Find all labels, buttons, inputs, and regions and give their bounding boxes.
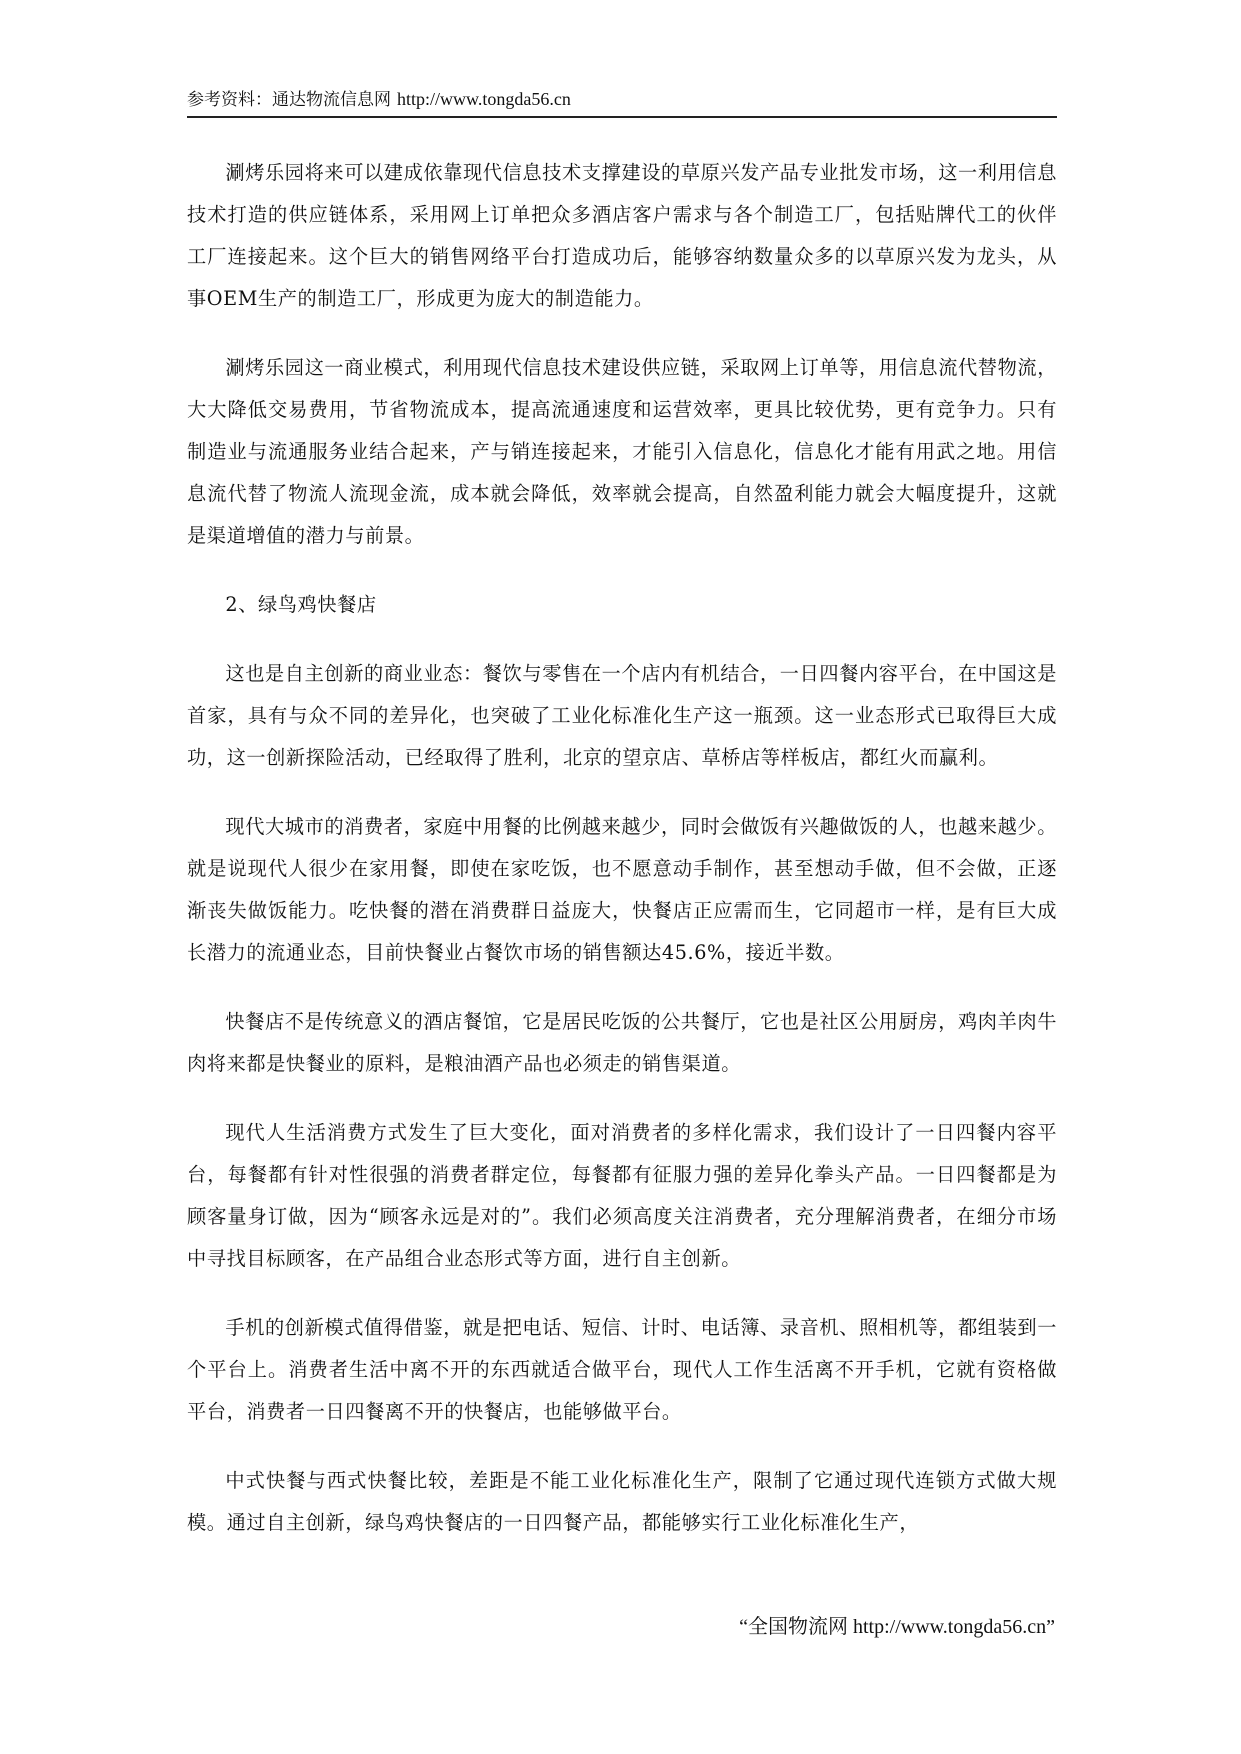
section-heading: 2、绿鸟鸡快餐店 [225,593,377,616]
paragraph: 这也是自主创新的商业业态：餐饮与零售在一个店内有机结合，一日四餐内容平台，在中国这是首家，具有与众不同的差异化，也突破了工业化标准化生产这一瓶颈。这一业态形式已取得巨大成功，这一创新探险活动，已经取得了胜利，北京的望京店、草桥店等样板店，都红火而赢利。 [187,662,1057,769]
header-url[interactable]: http://www.tongda56.cn [397,89,571,109]
header-label: 参考资料：通达物流信息网 [187,90,391,110]
paragraph: 快餐店不是传统意义的酒店餐馆，它是居民吃饭的公共餐厅，它也是社区公用厨房，鸡肉羊肉牛肉将来都是快餐业的原料，是粮油酒产品也必须走的销售渠道。 [187,1010,1057,1075]
paragraph: 涮烤乐园这一商业模式，利用现代信息技术建设供应链，采取网上订单等，用信息流代替物流，大大降低交易费用，节省物流成本，提高流通速度和运营效率，更具比较优势，更有竞争力。只有制造业与流通服务业结合起来，产与销连接起来，才能引入信息化，信息化才能有用武之地。用信息流代替了物流人流现金流，成本就会降低，效率就会提高，自然盈利能力就会大幅度提升，这就是渠道增值的潜力与前景。 [187,356,1057,547]
paragraph: 现代人生活消费方式发生了巨大变化，面对消费者的多样化需求，我们设计了一日四餐内容平台，每餐都有针对性很强的消费者群定位，每餐都有征服力强的差异化拳头产品。一日四餐都是为顾客量身订做，因为“顾客永远是对的”。我们必须高度关注消费者，充分理解消费者，在细分市场中寻找目标顾客，在产品组合业态形式等方面，进行自主创新。 [187,1121,1057,1270]
paragraph: 中式快餐与西式快餐比较，差距是不能工业化标准化生产，限制了它通过现代连锁方式做大规模。通过自主创新，绿鸟鸡快餐店的一日四餐产品，都能够实行工业化标准化生产， [187,1469,1057,1534]
paragraph: 手机的创新模式值得借鉴，就是把电话、短信、计时、电话簿、录音机、照相机等，都组装到一个平台上。消费者生活中离不开的东西就适合做平台，现代人工作生活离不开手机，它就有资格做平台，消费者一日四餐离不开的快餐店，也能够做平台。 [187,1316,1057,1423]
page-footer: “全国物流网 http://www.tongda56.cn” [739,1616,1055,1638]
page-header [187,86,1057,118]
paragraph: 涮烤乐园将来可以建成依靠现代信息技术支撑建设的草原兴发产品专业批发市场，这一利用信息技术打造的供应链体系，采用网上订单把众多酒店客户需求与各个制造工厂，包括贴牌代工的伙伴工厂连接起来。这个巨大的销售网络平台打造成功后，能够容纳数量众多的以草原兴发为龙头，从事OEM生产的制造工厂，形成更为庞大的制造能力。 [187,161,1057,310]
document-body [187,152,1057,1571]
paragraph: 现代大城市的消费者，家庭中用餐的比例越来越少，同时会做饭有兴趣做饭的人，也越来越少。就是说现代人很少在家用餐，即使在家吃饭，也不愿意动手制作，甚至想动手做，但不会做，正逐渐丧失做饭能力。吃快餐的潜在消费群日益庞大，快餐店正应需而生，它同超市一样，是有巨大成长潜力的流通业态，目前快餐业占餐饮市场的销售额达45.6%，接近半数。 [187,815,1057,964]
